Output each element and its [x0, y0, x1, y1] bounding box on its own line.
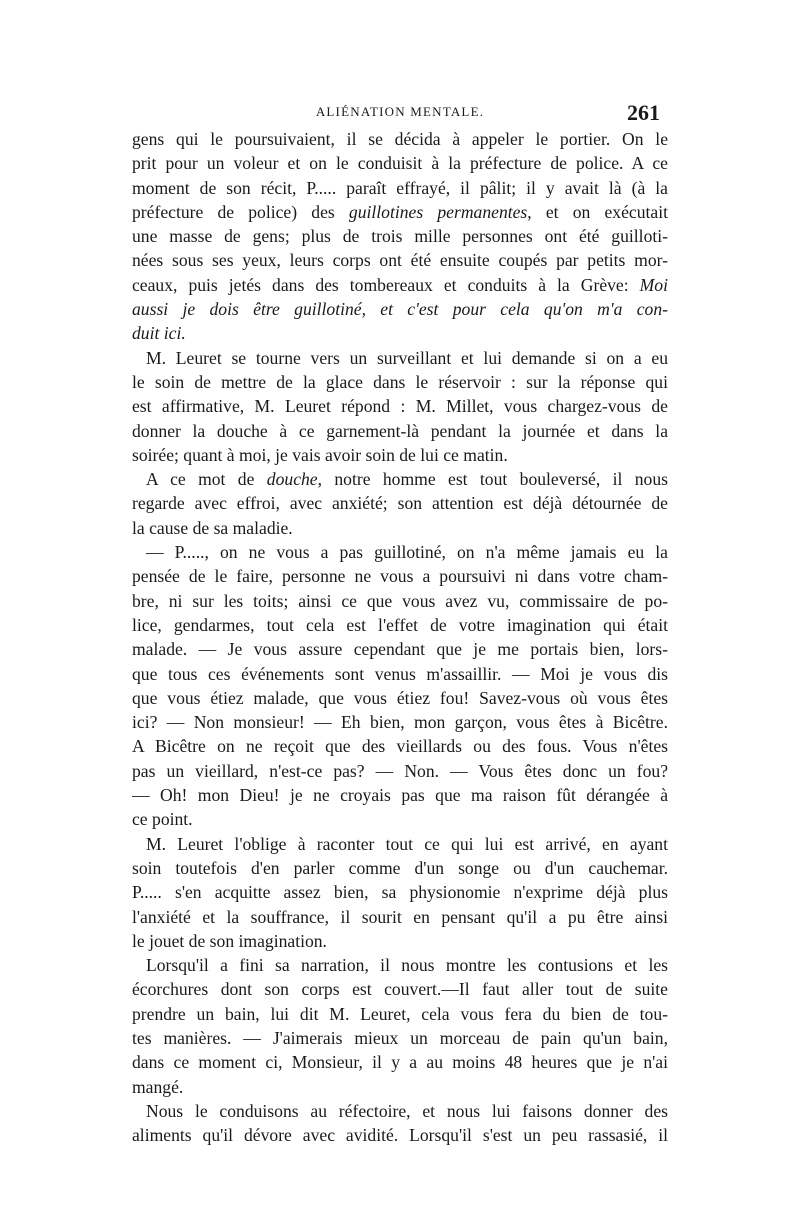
italic-span: guillotines permanentes: [348, 201, 528, 222]
text-line: que tous ces événements sont venus m'assaillir. — Moi je vous dis: [132, 663, 668, 684]
text-line: prit pour un voleur et on le conduisit à la préfecture de police. A ce: [132, 153, 668, 174]
text-line: tes manières. — J'aimerais mieux un morceau de pain qu'un bain,: [132, 1027, 668, 1048]
text-line: est affirmative, M. Leuret répond : M. Millet, vous chargez-vous de: [132, 396, 668, 417]
italic-span: Moi: [639, 274, 668, 295]
text-line: moment de son récit, P..... paraît effrayé, il pâlit; il y avait là (à la: [132, 177, 668, 198]
text-span: , et on exécutait: [527, 201, 668, 222]
text-line: mangé.: [132, 1076, 184, 1097]
text-span: A ce mot de: [146, 469, 255, 490]
text-line: que vous étiez malade, que vous étiez fou! Savez-vous où vous êtes: [132, 687, 668, 708]
text-line: prendre un bain, lui dit M. Leuret, cela vous fera du bien de tou-: [132, 1003, 668, 1024]
text-line: Nous le conduisons au réfectoire, et nous lui faisons donner des: [146, 1100, 668, 1121]
text-line: donner la douche à ce garnement-là pendant la journée et dans la: [132, 420, 668, 441]
text-line: Lorsqu'il a fini sa narration, il nous montre les contusions et les: [146, 955, 668, 976]
text-line: — Oh! mon Dieu! je ne croyais pas que ma raison fût dérangée à: [132, 785, 668, 806]
text-line: ce point.: [132, 809, 193, 830]
text-line: nées sous ses yeux, leurs corps ont été ensuite coupés par petits mor-: [132, 250, 668, 271]
text-line: écorchures dont son corps est couvert.—Il faut aller tout de suite: [132, 979, 668, 1000]
text-span: , notre homme est tout bouleversé, il nous: [317, 469, 668, 490]
text-line: regarde avec effroi, avec anxiété; son attention est déjà détournée de: [132, 493, 668, 514]
text-line: soirée; quant à moi, je vais avoir soin de lui ce matin.: [132, 444, 508, 465]
running-header: [140, 100, 660, 126]
text-line: aussi je dois être guillotiné, et c'est pour cela qu'on m'a con-: [132, 299, 668, 320]
italic-span: douche: [266, 469, 318, 490]
text-span: ceaux, puis jetés dans des tombereaux et conduits à la Grève:: [132, 274, 629, 295]
text-line: ici? — Non monsieur! — Eh bien, mon garçon, vous êtes à Bicêtre.: [132, 712, 668, 733]
text-line: dans ce moment ci, Monsieur, il y a au moins 48 heures que je n'ai: [132, 1052, 668, 1073]
text-line: une masse de gens; plus de trois mille personnes ont été guilloti-: [132, 226, 668, 247]
text-line: malade. — Je vous assure cependant que je me portais bien, lors-: [132, 639, 668, 660]
running-title: ALIÉNATION MENTALE.: [315, 104, 485, 119]
text-line: gens qui le poursuivaient, il se décida à appeler le portier. On le: [132, 129, 668, 149]
text-span: préfecture de police) des: [132, 201, 335, 222]
text-line: le soin de mettre de la glace dans le réservoir : sur la réponse qui: [132, 371, 668, 392]
text-line: bre, ni sur les toits; ainsi ce que vous avez vu, commissaire de po-: [132, 590, 668, 611]
text-line: [132, 467, 668, 491]
text-line: — P....., on ne vous a pas guillotiné, on n'a même jamais eu la: [146, 542, 668, 563]
text-line: le jouet de son imagination.: [132, 930, 327, 951]
text-line: l'anxiété et la souffrance, il sourit en pensant qu'il a pu être ainsi: [132, 906, 668, 927]
text-line: [132, 200, 668, 224]
text-line: A Bicêtre on ne reçoit que des vieillards ou des fous. Vous n'êtes: [132, 736, 668, 757]
text-line: lice, gendarmes, tout cela est l'effet de votre imagination qui était: [132, 614, 668, 635]
text-line: la cause de sa maladie.: [132, 517, 293, 538]
text-line: M. Leuret se tourne vers un surveillant et lui demande si on a eu: [146, 347, 668, 368]
text-line: M. Leuret l'oblige à raconter tout ce qui lui est arrivé, en ayant: [146, 833, 668, 854]
text-line: duit ici.: [132, 323, 186, 344]
page-number: 261: [627, 100, 660, 125]
text-line: soin toutefois d'en parler comme d'un songe ou d'un cauchemar.: [132, 857, 668, 878]
text-line: pensée de le faire, personne ne vous a poursuivi ni dans votre cham-: [132, 566, 668, 587]
text-line: [132, 273, 668, 297]
text-line: aliments qu'il dévore avec avidité. Lorsqu'il s'est un peu rassasié, il: [132, 1125, 668, 1146]
body-text: [132, 127, 668, 1147]
text-line: pas un vieillard, n'est-ce pas? — Non. — Vous êtes donc un fou?: [132, 760, 668, 781]
text-line: P..... s'en acquitte assez bien, sa physionomie n'exprime déjà plus: [132, 882, 668, 903]
